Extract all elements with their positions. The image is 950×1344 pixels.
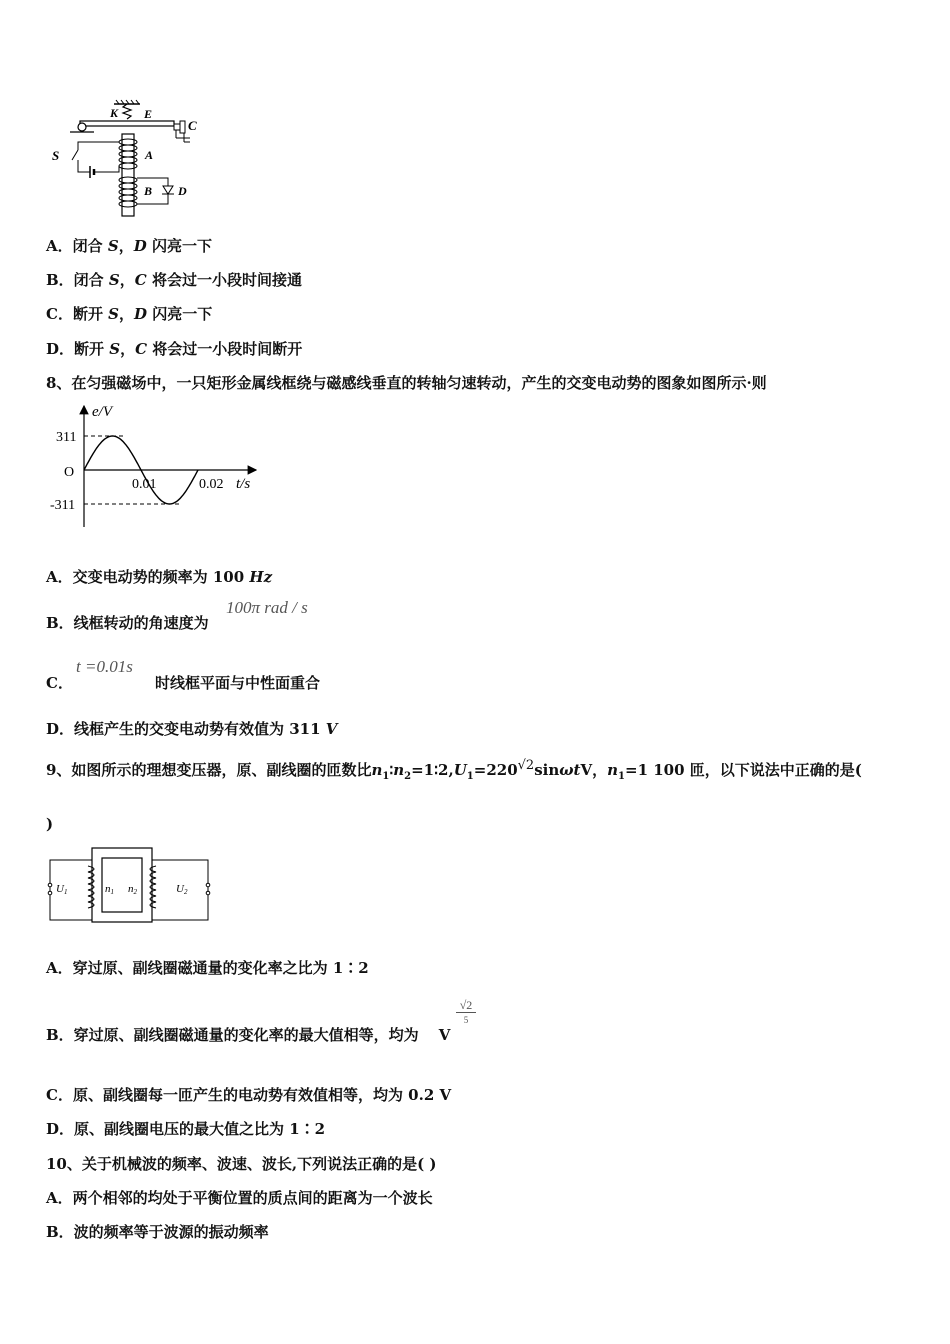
x-axis-label: t/s [236, 476, 251, 492]
q9-option-b[interactable]: B．穿过原、副线圈磁通量的变化率的最大值相等，均为 V [46, 1026, 451, 1044]
y-min-label: -311 [50, 498, 76, 513]
q7-option-d[interactable]: D．断开 S，C 将会过一小段时间断开 [46, 340, 303, 358]
q10-option-b[interactable]: B．波的频率等于波源的振动频率 [46, 1223, 269, 1241]
time-value: t =0.01s [76, 657, 133, 676]
label-b: B [144, 184, 153, 198]
y-max-label: 311 [56, 430, 77, 445]
q9-stem: 9、如图所示的理想变压器，原、副线圈的匝数比$n_1∶n_2=1∶2,U_1=220√2\sin\omega tV$，$n_1=1$ 100 匝，以下说法中正确的是( [46, 758, 862, 782]
origin-label: O [64, 465, 75, 480]
q8-option-a[interactable]: A．交变电动势的频率为 100 Hz [46, 568, 273, 586]
q7-option-a[interactable]: A．闭合 S，D 闪亮一下 [46, 237, 212, 255]
omega-value: 100π rad / s [226, 598, 308, 617]
relay-circuit-figure [50, 98, 210, 220]
q9-option-a[interactable]: A．穿过原、副线圈磁通量的变化率之比为 1∶2 [46, 959, 369, 977]
emf-graph [46, 402, 266, 532]
q10-option-a[interactable]: A．两个相邻的均处于平衡位置的质点间的距离为一个波长 [46, 1189, 433, 1207]
transformer-figure [44, 846, 214, 924]
u2-label: U2 [176, 883, 188, 896]
label-s: S [52, 148, 60, 163]
q8-option-c[interactable]: C． 时线框平面与中性面重合 [46, 674, 320, 692]
q10-stem: 10、关于机械波的频率、波速、波长,下列说法正确的是( ) [46, 1155, 437, 1173]
q7-option-b[interactable]: B．闭合 S，C 将会过一小段时间接通 [46, 271, 302, 289]
x-tick-0.01: 0.01 [132, 477, 157, 492]
u1-label: U1 [56, 883, 68, 896]
q9-option-c[interactable]: C．原、副线圈每一匝产生的电动势有效值相等，均为 0.2 V [46, 1086, 452, 1104]
label-c: C [188, 118, 197, 133]
q7-option-c[interactable]: C．断开 S，D 闪亮一下 [46, 305, 213, 323]
label-k: K [110, 106, 119, 120]
n2-label: n2 [128, 883, 137, 896]
y-axis-label: e/V [92, 404, 112, 420]
q9-stem-end: ) [46, 815, 54, 833]
n1-label: n1 [105, 883, 114, 896]
x-tick-0.02: 0.02 [199, 477, 224, 492]
q8-option-b[interactable]: B．线框转动的角速度为 [46, 614, 209, 632]
label-e: E [144, 107, 153, 121]
q9-option-d[interactable]: D．原、副线圈电压的最大值之比为 1∶2 [46, 1120, 326, 1138]
label-a: A [145, 148, 154, 162]
q8-stem: 8、在匀强磁场中，一只矩形金属线框绕与磁感线垂直的转轴匀速转动，产生的交变电动势的图象如图所示·则 [46, 374, 767, 392]
q8-option-d[interactable]: D．线框产生的交变电动势有效值为 311 V [46, 720, 338, 738]
label-d: D [178, 184, 187, 198]
fraction-sqrt2-over-5: √2 5 [456, 998, 476, 1027]
